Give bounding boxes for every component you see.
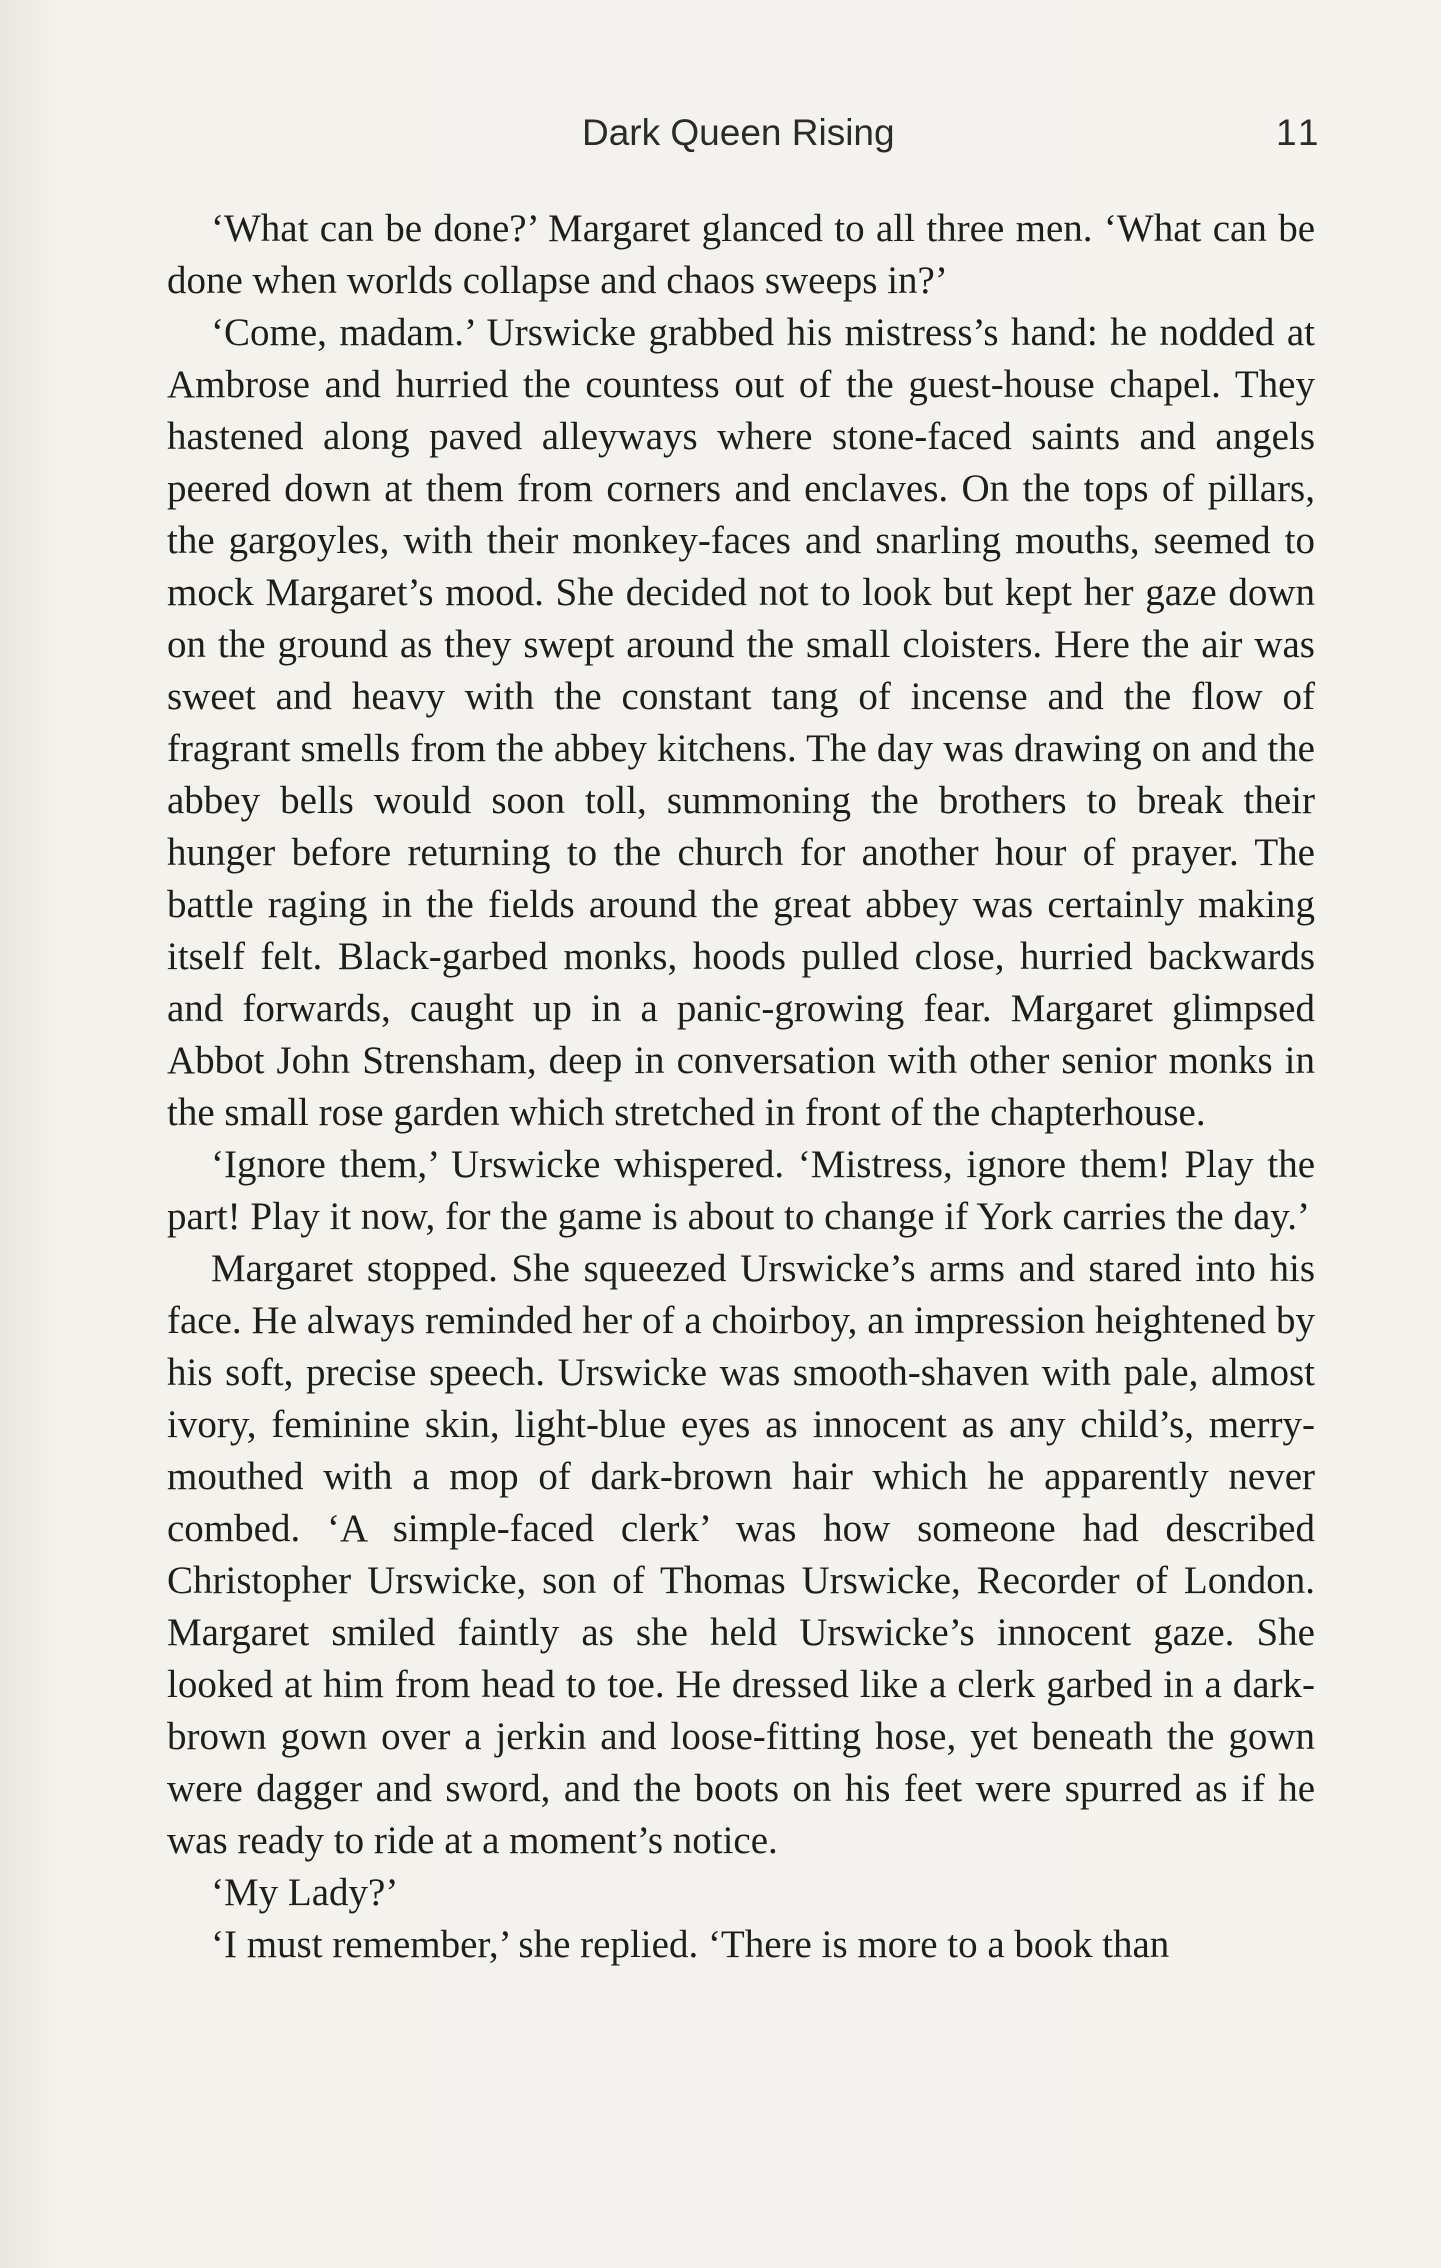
paragraph: ‘My Lady?’ (211, 1871, 399, 1914)
running-title: Dark Queen Rising (582, 112, 895, 153)
page-number: 11 (1276, 112, 1323, 153)
paragraph: ‘What can be done?’ Margaret glanced to all three men. ‘What can be done when worlds collapse and chaos sweeps in?’ (167, 207, 1315, 302)
running-head (0, 112, 1441, 162)
paragraph: ‘Ignore them,’ Urswicke whispered. ‘Mistress, ignore them! Play the part! Play it now, for the game is about to change if York carries the day.’ (167, 1143, 1315, 1238)
paragraph: Margaret stopped. She squeezed Urswicke’s arms and stared into his face. He always reminded her of a choirboy, an impression heightened by his soft, precise speech. Urswicke was smooth-shaven with pale, almost ivory, feminine skin, light-blue eyes as innocent as any child’s, merry-mouthed with a mop of dark-brown hair which he apparently never combed. ‘A simple-faced clerk’ was how someone had described Christopher Urswicke, son of Thomas Urswicke, Recorder of London. Margaret smiled faintly as she held Urswicke’s innocent gaze. She looked at him from head to toe. He dressed like a clerk garbed in a dark-brown gown over a jerkin and loose-fitting hose, yet beneath the gown were dagger and sword, and the boots on his feet were spurred as if he was ready to ride at a moment’s notice. (167, 1247, 1315, 1862)
body-text (167, 203, 1315, 1971)
paragraph: ‘I must remember,’ she replied. ‘There is more to a book than (211, 1923, 1170, 1966)
paragraph: ‘Come, madam.’ Urswicke grabbed his mistress’s hand: he nodded at Ambrose and hurried the countess out of the guest-house chapel. They hastened along paved alleyways where stone-faced saints and angels peered down at them from corners and enclaves. On the tops of pillars, the gargoyles, with their monkey-faces and snarling mouths, seemed to mock Margaret’s mood. She decided not to look but kept her gaze down on the ground as they swept around the small cloisters. Here the air was sweet and heavy with the constant tang of incense and the flow of fragrant smells from the abbey kitchens. The day was drawing on and the abbey bells would soon toll, summoning the brothers to break their hunger before returning to the church for another hour of prayer. The battle raging in the fields around the great abbey was certainly making itself felt. Black-garbed monks, hoods pulled close, hurried backwards and forwards, caught up in a panic-growing fear. Margaret glimpsed Abbot John Strensham, deep in conversation with other senior monks in the small rose garden which stretched in front of the chapterhouse. (167, 311, 1315, 1134)
